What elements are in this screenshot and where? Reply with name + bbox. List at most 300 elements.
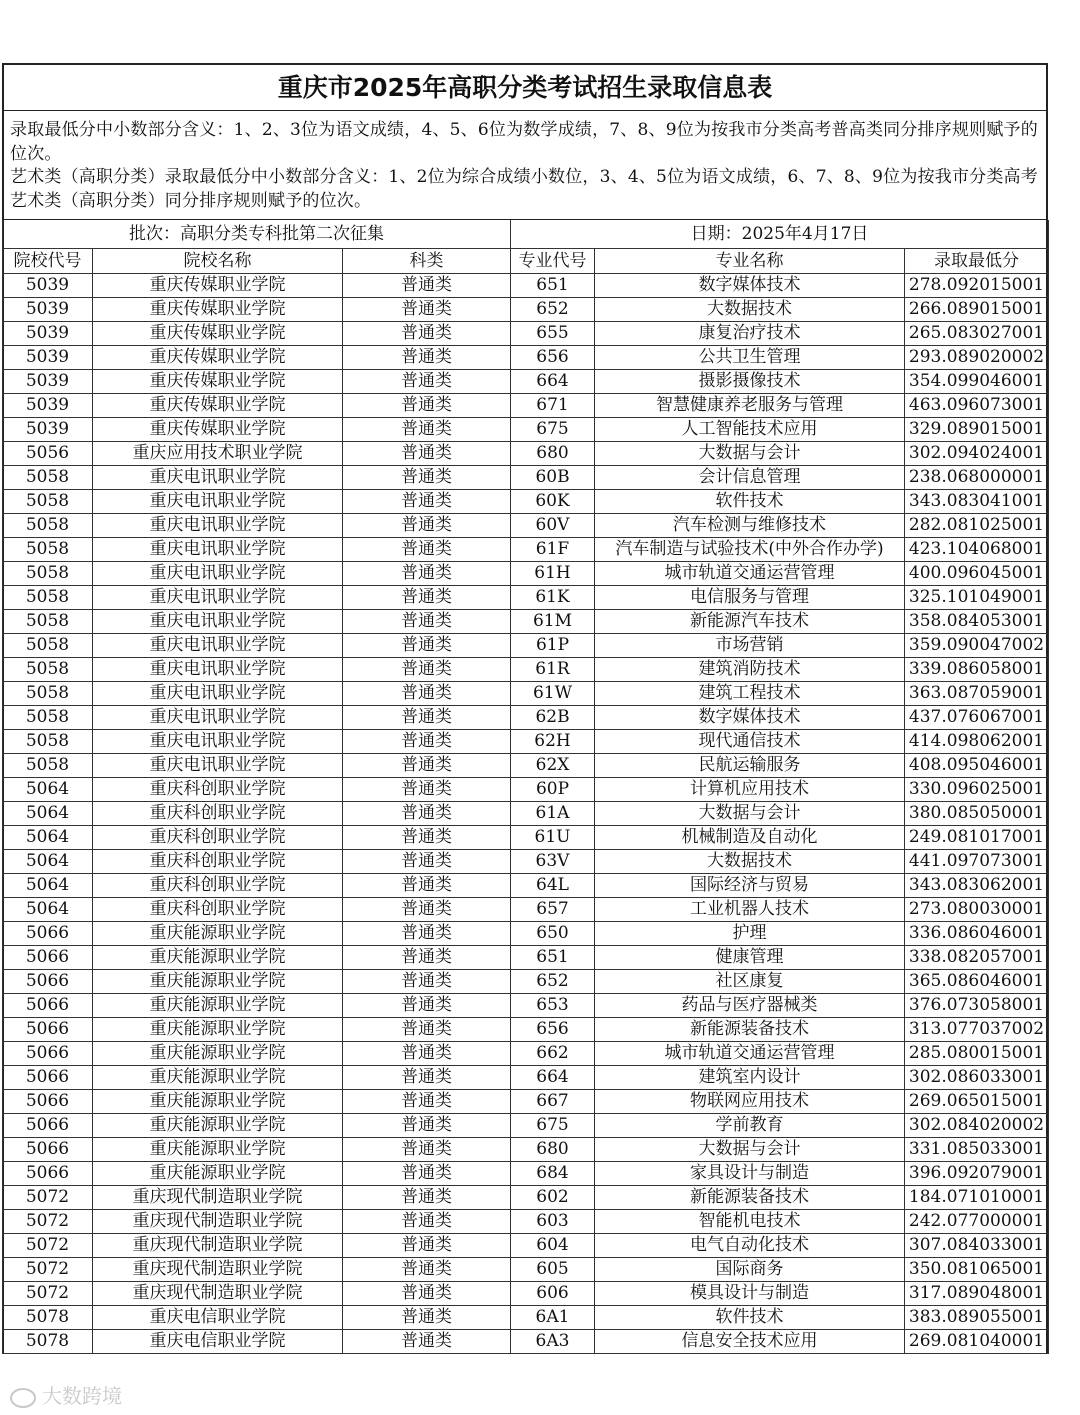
table-row [3,1282,1049,1306]
cell-category: 普通类 [343,394,511,418]
cell-school-code: 5058 [3,658,93,682]
cell-school-code: 5058 [3,586,93,610]
cell-school-code: 5078 [3,1330,93,1354]
cell-major-code: 650 [511,922,595,946]
cell-school-name: 重庆现代制造职业学院 [93,1186,343,1210]
cell-school-code: 5058 [3,562,93,586]
cell-school-code: 5058 [3,514,93,538]
cell-school-name: 重庆科创职业学院 [93,826,343,850]
cell-min-score: 463.096073001 [905,394,1049,418]
cell-major-code: 675 [511,418,595,442]
cell-major-code: 680 [511,1138,595,1162]
cell-category: 普通类 [343,514,511,538]
cell-major-name: 计算机应用技术 [595,778,905,802]
cell-school-name: 重庆电讯职业学院 [93,538,343,562]
cell-category: 普通类 [343,874,511,898]
cell-major-code: 671 [511,394,595,418]
cell-school-code: 5072 [3,1210,93,1234]
table-row [3,730,1049,754]
cell-min-score: 441.097073001 [905,850,1049,874]
cell-major-code: 61P [511,634,595,658]
batch-label: 批次：高职分类专科批第二次征集 [3,220,511,249]
cell-major-name: 药品与医疗器械类 [595,994,905,1018]
table-row [3,706,1049,730]
cell-school-name: 重庆科创职业学院 [93,874,343,898]
cell-category: 普通类 [343,946,511,970]
col-school-code: 院校代号 [3,249,93,274]
cell-major-code: 655 [511,322,595,346]
cell-category: 普通类 [343,682,511,706]
table-row [3,1306,1049,1330]
cell-school-code: 5066 [3,922,93,946]
cell-category: 普通类 [343,298,511,322]
cell-major-name: 数字媒体技术 [595,706,905,730]
cell-category: 普通类 [343,346,511,370]
cell-major-code: 62X [511,754,595,778]
watermark [10,1380,122,1409]
cell-school-code: 5064 [3,898,93,922]
table-row [3,970,1049,994]
cell-major-name: 机械制造及自动化 [595,826,905,850]
table-row [3,898,1049,922]
cell-category: 普通类 [343,1282,511,1306]
cell-min-score: 282.081025001 [905,514,1049,538]
cell-school-name: 重庆电讯职业学院 [93,466,343,490]
cell-school-name: 重庆能源职业学院 [93,1066,343,1090]
cell-school-code: 5072 [3,1234,93,1258]
cell-category: 普通类 [343,802,511,826]
cell-school-name: 重庆电信职业学院 [93,1330,343,1354]
cell-school-name: 重庆传媒职业学院 [93,298,343,322]
cell-major-code: 61U [511,826,595,850]
cell-major-name: 摄影摄像技术 [595,370,905,394]
cell-major-code: 60B [511,466,595,490]
table-row [3,1186,1049,1210]
cell-school-code: 5066 [3,1138,93,1162]
cell-min-score: 365.086046001 [905,970,1049,994]
cell-school-name: 重庆电讯职业学院 [93,706,343,730]
cell-school-name: 重庆能源职业学院 [93,1114,343,1138]
table-row [3,778,1049,802]
cell-min-score: 423.104068001 [905,538,1049,562]
cell-school-code: 5039 [3,370,93,394]
cell-major-code: 652 [511,298,595,322]
cell-min-score: 383.089055001 [905,1306,1049,1330]
cell-category: 普通类 [343,1090,511,1114]
cell-school-name: 重庆电讯职业学院 [93,586,343,610]
cell-category: 普通类 [343,922,511,946]
cell-school-code: 5066 [3,970,93,994]
cell-major-code: 680 [511,442,595,466]
table-row [3,802,1049,826]
table-row [3,1162,1049,1186]
cell-major-name: 电信服务与管理 [595,586,905,610]
table-row [3,754,1049,778]
cell-min-score: 330.096025001 [905,778,1049,802]
cell-major-name: 康复治疗技术 [595,322,905,346]
cell-min-score: 336.086046001 [905,922,1049,946]
cell-school-code: 5072 [3,1186,93,1210]
cell-major-name: 软件技术 [595,490,905,514]
cell-min-score: 269.065015001 [905,1090,1049,1114]
table-row [3,1138,1049,1162]
cell-major-name: 城市轨道交通运营管理 [595,1042,905,1066]
table-row [3,1114,1049,1138]
cell-major-code: 62B [511,706,595,730]
col-category: 科类 [343,249,511,274]
cell-school-code: 5064 [3,850,93,874]
cell-major-name: 智能机电技术 [595,1210,905,1234]
table-row [3,538,1049,562]
cell-category: 普通类 [343,970,511,994]
cell-major-name: 电气自动化技术 [595,1234,905,1258]
col-min-score: 录取最低分 [905,249,1049,274]
cell-school-code: 5072 [3,1258,93,1282]
table-row [3,1090,1049,1114]
table-row [3,274,1049,298]
cell-min-score: 266.089015001 [905,298,1049,322]
cell-major-name: 物联网应用技术 [595,1090,905,1114]
cell-major-name: 汽车检测与维修技术 [595,514,905,538]
cell-school-code: 5058 [3,538,93,562]
cell-major-name: 建筑消防技术 [595,658,905,682]
cell-major-code: 60V [511,514,595,538]
watermark-text: 大数跨境 [42,1384,122,1408]
cell-category: 普通类 [343,1162,511,1186]
cell-major-code: 653 [511,994,595,1018]
cell-category: 普通类 [343,1186,511,1210]
cell-school-code: 5066 [3,994,93,1018]
cell-major-name: 新能源装备技术 [595,1186,905,1210]
cell-category: 普通类 [343,370,511,394]
header-row [3,249,1049,274]
cell-major-code: 652 [511,970,595,994]
table-row [3,658,1049,682]
cell-school-name: 重庆传媒职业学院 [93,370,343,394]
cell-major-name: 现代通信技术 [595,730,905,754]
cell-school-name: 重庆电信职业学院 [93,1306,343,1330]
table-row [3,346,1049,370]
table-row [3,322,1049,346]
cell-min-score: 339.086058001 [905,658,1049,682]
cell-school-name: 重庆能源职业学院 [93,1018,343,1042]
cell-major-code: 604 [511,1234,595,1258]
cell-category: 普通类 [343,994,511,1018]
cell-major-code: 6A3 [511,1330,595,1354]
cell-school-name: 重庆电讯职业学院 [93,490,343,514]
cell-min-score: 359.090047002 [905,634,1049,658]
cell-category: 普通类 [343,634,511,658]
cell-category: 普通类 [343,1306,511,1330]
cell-major-code: 651 [511,946,595,970]
cell-school-code: 5064 [3,874,93,898]
cell-major-name: 建筑室内设计 [595,1066,905,1090]
cell-category: 普通类 [343,1042,511,1066]
cell-min-score: 273.080030001 [905,898,1049,922]
cell-school-code: 5058 [3,682,93,706]
table-row [3,1042,1049,1066]
cell-school-name: 重庆能源职业学院 [93,1138,343,1162]
cell-major-name: 国际商务 [595,1258,905,1282]
cell-major-code: 61W [511,682,595,706]
cell-school-name: 重庆能源职业学院 [93,1090,343,1114]
cell-school-name: 重庆电讯职业学院 [93,730,343,754]
cell-category: 普通类 [343,658,511,682]
table-row [3,562,1049,586]
cell-category: 普通类 [343,778,511,802]
cell-school-name: 重庆能源职业学院 [93,994,343,1018]
cell-min-score: 278.092015001 [905,274,1049,298]
cell-min-score: 350.081065001 [905,1258,1049,1282]
table-row [3,1210,1049,1234]
cell-school-code: 5039 [3,346,93,370]
cell-category: 普通类 [343,610,511,634]
cell-school-name: 重庆现代制造职业学院 [93,1210,343,1234]
cell-major-code: 61M [511,610,595,634]
cell-school-name: 重庆电讯职业学院 [93,754,343,778]
table-row [3,298,1049,322]
table-row [3,442,1049,466]
cell-major-code: 62H [511,730,595,754]
cell-category: 普通类 [343,418,511,442]
table-row [3,610,1049,634]
note-art: 艺术类（高职分类）录取最低分中小数部分含义：1、2位为综合成绩小数位，3、4、5位为语文成绩，6、7、8、9位为按我市分类高考艺术类（高职分类）同分排序规则赋予的位次。 [10,167,1038,211]
cell-school-name: 重庆现代制造职业学院 [93,1234,343,1258]
cell-school-code: 5078 [3,1306,93,1330]
cell-school-code: 5066 [3,1042,93,1066]
cell-major-code: 64L [511,874,595,898]
cell-major-code: 664 [511,370,595,394]
cell-category: 普通类 [343,586,511,610]
cell-school-name: 重庆电讯职业学院 [93,634,343,658]
cell-min-score: 329.089015001 [905,418,1049,442]
cell-category: 普通类 [343,754,511,778]
col-school-name: 院校名称 [93,249,343,274]
cell-major-name: 城市轨道交通运营管理 [595,562,905,586]
cell-major-code: 61K [511,586,595,610]
cell-school-name: 重庆传媒职业学院 [93,274,343,298]
cell-major-name: 社区康复 [595,970,905,994]
cell-min-score: 408.095046001 [905,754,1049,778]
cell-category: 普通类 [343,1066,511,1090]
cell-category: 普通类 [343,274,511,298]
cell-school-name: 重庆传媒职业学院 [93,322,343,346]
cell-major-name: 模具设计与制造 [595,1282,905,1306]
cell-major-code: 684 [511,1162,595,1186]
cell-min-score: 302.086033001 [905,1066,1049,1090]
cell-school-code: 5066 [3,1018,93,1042]
cell-major-code: 606 [511,1282,595,1306]
cell-category: 普通类 [343,706,511,730]
cell-school-code: 5066 [3,1090,93,1114]
cell-major-code: 656 [511,1018,595,1042]
cell-min-score: 293.089020002 [905,346,1049,370]
cell-major-name: 大数据技术 [595,298,905,322]
cell-school-code: 5039 [3,418,93,442]
cell-min-score: 343.083062001 [905,874,1049,898]
cell-major-code: 662 [511,1042,595,1066]
cell-school-code: 5039 [3,274,93,298]
cell-school-code: 5056 [3,442,93,466]
table-row [3,850,1049,874]
date-label: 日期：2025年4月17日 [511,220,1049,249]
cell-school-code: 5066 [3,1162,93,1186]
col-major-name: 专业名称 [595,249,905,274]
cell-school-name: 重庆能源职业学院 [93,922,343,946]
cell-school-name: 重庆科创职业学院 [93,898,343,922]
cell-major-name: 新能源汽车技术 [595,610,905,634]
cell-school-name: 重庆现代制造职业学院 [93,1258,343,1282]
cell-major-code: 603 [511,1210,595,1234]
cell-school-name: 重庆科创职业学院 [93,850,343,874]
cell-category: 普通类 [343,1234,511,1258]
cell-major-name: 民航运输服务 [595,754,905,778]
cell-school-code: 5064 [3,778,93,802]
cell-min-score: 317.089048001 [905,1282,1049,1306]
cell-min-score: 265.083027001 [905,322,1049,346]
table-row [3,514,1049,538]
cell-min-score: 331.085033001 [905,1138,1049,1162]
cell-school-name: 重庆传媒职业学院 [93,394,343,418]
cell-major-code: 61F [511,538,595,562]
cell-min-score: 325.101049001 [905,586,1049,610]
cell-min-score: 238.068000001 [905,466,1049,490]
cell-major-name: 市场营销 [595,634,905,658]
cell-min-score: 269.081040001 [905,1330,1049,1354]
notes-block [4,111,1046,220]
table-row [3,874,1049,898]
cell-min-score: 358.084053001 [905,610,1049,634]
cell-major-code: 61A [511,802,595,826]
table-row [3,490,1049,514]
table-row [3,418,1049,442]
cell-major-name: 新能源装备技术 [595,1018,905,1042]
cell-major-name: 人工智能技术应用 [595,418,905,442]
table-row [3,1330,1049,1354]
cell-category: 普通类 [343,826,511,850]
cell-school-code: 5066 [3,1114,93,1138]
cell-major-name: 家具设计与制造 [595,1162,905,1186]
cell-school-code: 5058 [3,610,93,634]
cell-major-name: 护理 [595,922,905,946]
cell-category: 普通类 [343,1258,511,1282]
cell-category: 普通类 [343,562,511,586]
cell-major-name: 大数据与会计 [595,802,905,826]
table-row [3,994,1049,1018]
table-row [3,682,1049,706]
cell-major-code: 61R [511,658,595,682]
cell-min-score: 380.085050001 [905,802,1049,826]
cell-major-code: 6A1 [511,1306,595,1330]
cell-school-code: 5058 [3,706,93,730]
cell-school-name: 重庆电讯职业学院 [93,562,343,586]
col-major-code: 专业代号 [511,249,595,274]
cell-category: 普通类 [343,466,511,490]
cell-school-code: 5072 [3,1282,93,1306]
cell-major-code: 657 [511,898,595,922]
cell-category: 普通类 [343,442,511,466]
cell-school-name: 重庆能源职业学院 [93,1162,343,1186]
table-row [3,1066,1049,1090]
cell-school-code: 5058 [3,634,93,658]
cell-school-code: 5066 [3,1066,93,1090]
note-general: 录取最低分中小数部分含义：1、2、3位为语文成绩，4、5、6位为数学成绩，7、8、9位为按我市分类高考普高类同分排序规则赋予的位次。 [10,120,1038,164]
cell-school-code: 5039 [3,298,93,322]
cell-min-score: 396.092079001 [905,1162,1049,1186]
cell-school-name: 重庆传媒职业学院 [93,418,343,442]
weibo-logo-icon [10,1388,36,1408]
cell-school-code: 5039 [3,322,93,346]
cell-school-name: 重庆电讯职业学院 [93,658,343,682]
cell-major-code: 61H [511,562,595,586]
table-row [3,370,1049,394]
cell-school-name: 重庆电讯职业学院 [93,514,343,538]
cell-major-name: 建筑工程技术 [595,682,905,706]
cell-major-name: 国际经济与贸易 [595,874,905,898]
cell-major-code: 63V [511,850,595,874]
cell-school-name: 重庆电讯职业学院 [93,610,343,634]
cell-school-code: 5058 [3,466,93,490]
cell-school-name: 重庆能源职业学院 [93,970,343,994]
cell-min-score: 354.099046001 [905,370,1049,394]
cell-school-code: 5039 [3,394,93,418]
cell-major-code: 60P [511,778,595,802]
table-row [3,586,1049,610]
meta-row [3,220,1049,249]
cell-min-score: 184.071010001 [905,1186,1049,1210]
sheet-title: 重庆市2025年高职分类考试招生录取信息表 [4,65,1046,111]
cell-category: 普通类 [343,322,511,346]
cell-major-name: 汽车制造与试验技术(中外合作办学) [595,538,905,562]
table-row [3,946,1049,970]
cell-major-name: 信息安全技术应用 [595,1330,905,1354]
cell-category: 普通类 [343,490,511,514]
cell-school-code: 5058 [3,754,93,778]
cell-major-name: 大数据技术 [595,850,905,874]
cell-major-name: 软件技术 [595,1306,905,1330]
cell-category: 普通类 [343,850,511,874]
cell-min-score: 302.094024001 [905,442,1049,466]
table-body [3,274,1049,1354]
cell-min-score: 437.076067001 [905,706,1049,730]
cell-school-name: 重庆传媒职业学院 [93,346,343,370]
cell-min-score: 313.077037002 [905,1018,1049,1042]
cell-min-score: 338.082057001 [905,946,1049,970]
cell-school-name: 重庆能源职业学院 [93,946,343,970]
cell-major-name: 会计信息管理 [595,466,905,490]
cell-min-score: 242.077000001 [905,1210,1049,1234]
cell-major-code: 605 [511,1258,595,1282]
cell-major-name: 健康管理 [595,946,905,970]
cell-school-name: 重庆电讯职业学院 [93,682,343,706]
cell-school-name: 重庆科创职业学院 [93,778,343,802]
cell-school-code: 5058 [3,490,93,514]
table-row [3,922,1049,946]
cell-min-score: 376.073058001 [905,994,1049,1018]
cell-min-score: 363.087059001 [905,682,1049,706]
cell-major-code: 667 [511,1090,595,1114]
cell-major-code: 651 [511,274,595,298]
cell-min-score: 400.096045001 [905,562,1049,586]
cell-major-name: 智慧健康养老服务与管理 [595,394,905,418]
cell-school-code: 5066 [3,946,93,970]
table-row [3,1018,1049,1042]
cell-major-name: 大数据与会计 [595,442,905,466]
cell-category: 普通类 [343,538,511,562]
cell-major-name: 学前教育 [595,1114,905,1138]
cell-school-code: 5058 [3,730,93,754]
cell-major-name: 工业机器人技术 [595,898,905,922]
